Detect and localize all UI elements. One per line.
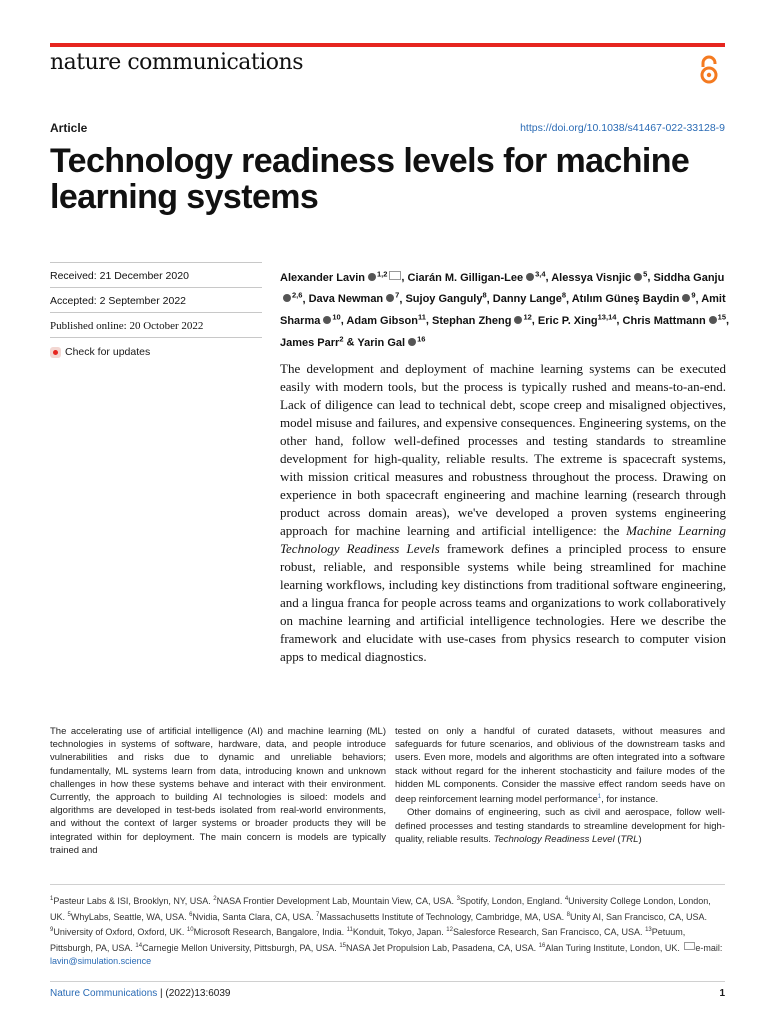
orcid-icon[interactable]	[408, 338, 416, 346]
page-number: 1	[719, 988, 725, 999]
affiliations-footnote: $^1$Pasteur Labs & ISI, Brooklyn, NY, USA. $^2$NASA Frontier Development Lab, Mountain View, CA, USA. $^3$Spotify, London, England. $^4$University College London, London, UK. $^5$WhyLabs, Seattle, WA, USA. $^6$Nvidia, Santa Clara, CA, USA. $^7$Massachusetts Institute of Technology, Cambridge, MA, USA. $^8$Unity AI, San Francisco, CA, USA. $^9$University of Oxford, Oxford, UK. $^{10}$Microsoft Research, Bangalore, India. $^{11}$Konduit, Tokyo, Japan. $^{12}$Salesforce Research, San Francisco, CA, USA. $^{13}$Petuum, Pittsburgh, PA, USA. $^{14}$Carnegie Mellon University, Pittsburgh, PA, USA. $^{15}$NASA Jet Propulsion Lab, Pasadena, CA, USA. $^{16}$Alan Turing Institute, London, UK. e-mail: lavin@simulation.science	[50, 896, 723, 966]
author-name[interactable]: Amit Sharma $^{10}$	[280, 293, 726, 327]
author-name[interactable]: Danny Lange$^8$	[492, 290, 567, 306]
author-name[interactable]: Atılım Güneş Baydin $^9$	[571, 290, 696, 306]
affiliation-entry: Unity AI, San Francisco, CA, USA.	[569, 911, 708, 922]
orcid-icon[interactable]	[283, 294, 291, 302]
affiliation-entry: Konduit, Tokyo, Japan.	[352, 927, 447, 937]
body-column-2	[395, 725, 725, 846]
orcid-icon[interactable]	[386, 294, 394, 302]
author-name[interactable]: Stephan Zheng $^{12}$	[432, 312, 532, 327]
orcid-icon[interactable]	[368, 273, 376, 281]
affiliation-marker: 10	[332, 312, 341, 322]
affiliation-entry: Microsoft Research, Bangalore, India.	[193, 927, 347, 937]
divider	[50, 287, 262, 288]
article-type-label: Article	[50, 121, 88, 135]
author-name[interactable]: Dava Newman $^7$	[308, 290, 400, 306]
affiliation-entry: Alan Turing Institute, London, UK.	[545, 942, 683, 953]
affiliation-marker: 7	[395, 290, 400, 300]
reference-link[interactable]: 1	[597, 794, 602, 801]
affiliation-marker: 8	[561, 290, 567, 300]
footer-citation[interactable]: Nature Communications | (2022)13:6039	[50, 988, 231, 999]
orcid-icon[interactable]	[514, 316, 522, 324]
author-name[interactable]: Ciarán M. Gilligan-Lee $^{3,4}$	[407, 269, 546, 284]
email-label: e-mail:	[695, 942, 723, 953]
abstract-italic-term: Machine Learning Technology Readiness Levels	[280, 523, 726, 556]
affiliation-marker: 16	[417, 333, 426, 343]
affiliation-marker: 2	[339, 333, 344, 343]
check-updates-label: Check for updates	[65, 346, 151, 358]
affiliation-entry: University College London, London, UK.	[50, 896, 711, 922]
header-accent-bar	[50, 43, 725, 47]
journal-name[interactable]: nature communications	[50, 50, 304, 75]
body-paragraph: The accelerating use of artificial intelligence (AI) and machine learning (ML) technologies in systems of software, hardware, data, and people introduce vulnerabilities and risks due to dynamic and unreliable behaviors; fundamentally, ML systems learn from data, introducing known and unknown challenges in how these systems behave and interact with their environment. Currently, the approach to building AI technologies is siloed: models and algorithms are developed in test-beds isolated from real-world environments, and without the context of larger systems or broader products they will be integrated within for deployment. The main concern is models are typically trained and	[50, 726, 386, 856]
email-icon	[684, 942, 695, 950]
author-name[interactable]: Sujoy Ganguly$^8$	[405, 290, 487, 306]
divider	[50, 312, 262, 313]
body-paragraph: tested on only a handful of curated datasets, without measures and safeguards for future scenarios, and oblivious of the downstream tasks and users. Even more, models and algorithms are often integrated into a software stack without regard for the inherent stochasticity and failure modes of the hidden ML components. Consider the massive effect random seeds have on deep reinforcement learning model performance$^1$, for instance.	[395, 726, 725, 806]
affiliation-entry: Spotify, London, England.	[459, 896, 565, 906]
author-name[interactable]: Siddha Ganju$^{2,6}$	[280, 272, 724, 306]
affiliation-entry: WhyLabs, Seattle, WA, USA.	[70, 911, 190, 922]
abstract: The development and deployment of machine learning systems can be executed easily with modern tools, but the process is typically rushed and means-to-an-end. Lack of diligence can lead to technical debt, scope creep and misaligned objectives, model misuse and failures, and expensive consequences. Engineering systems, on the other hand, follow well-defined processes and testing standards to streamline development for high-quality, reliable results. The extreme is spacecraft systems, with mission critical measures and robustness throughout the process. Drawing on experience in both spacecraft engineering and machine learning (research through product across domain areas), we've developed a proven systems engineering approach for machine learning and artificial intelligence: the Machine Learning Technology Readiness Levels framework defines a principled process to ensure robust, reliable, and responsible systems while being streamlined for machine learning workflows, including key distinctions from traditional software engineering, and a lingua franca for people across teams and organizations to work collaboratively on machine learning and artificial intelligence technologies. Here we describe the framework and elucidate with use-cases from physics research to computer vision apps to medical diagnostics.	[280, 361, 726, 664]
orcid-icon[interactable]	[323, 316, 331, 324]
orcid-icon[interactable]	[682, 294, 690, 302]
orcid-icon[interactable]	[634, 273, 642, 281]
check-for-updates-button[interactable]	[50, 346, 150, 358]
affiliation-marker: 8	[482, 290, 487, 300]
author-name[interactable]: Chris Mattmann $^{15}$	[622, 312, 727, 327]
body-column-1	[50, 725, 386, 857]
affiliation-marker: 15	[717, 312, 727, 322]
affiliation-marker: 5	[643, 269, 648, 278]
affiliation-entry: Massachusetts Institute of Technology, Cambridge, MA, USA.	[319, 911, 567, 922]
accepted-date: Accepted: 2 September 2022	[50, 295, 187, 307]
author-name[interactable]: Yarin Gal $^{16}$	[357, 333, 426, 349]
open-access-icon	[696, 54, 722, 86]
author-name[interactable]: Eric P. Xing$^{13,14}$	[537, 312, 617, 327]
doi-link[interactable]: https://doi.org/10.1038/s41467-022-33128-9	[520, 122, 725, 134]
affiliation-entry: University of Oxford, Oxford, UK.	[53, 927, 187, 937]
affiliation-marker: 9	[691, 290, 696, 300]
email-link[interactable]: lavin@simulation.science	[50, 956, 152, 966]
body-paragraph: Other domains of engineering, such as civil and aerospace, follow well-defined processes and testing standards to streamline development for high-quality, reliable results. Technology Readiness Level (TRL)	[395, 807, 725, 845]
published-date: Published online: 20 October 2022	[50, 320, 204, 332]
affiliation-marker: 11	[417, 312, 426, 322]
author-name[interactable]: James Parr$^2$	[280, 333, 344, 349]
divider	[50, 262, 262, 263]
affiliation-entry: NASA Jet Propulsion Lab, Pasadena, CA, USA.	[346, 942, 539, 953]
article-title: Technology readiness levels for machine learning systems	[50, 142, 690, 216]
affiliation-entry: Petuum, Pittsburgh, PA, USA.	[50, 927, 686, 953]
divider	[50, 337, 262, 338]
affiliation-entry: Carnegie Mellon University, Pittsburgh, PA, USA.	[142, 942, 340, 953]
affiliation-entry: Nvidia, Santa Clara, CA, USA.	[192, 911, 316, 922]
affiliation-entry: NASA Frontier Development Lab, Mountain View, CA, USA.	[216, 896, 457, 906]
email-icon[interactable]	[389, 271, 401, 280]
affiliation-marker: 12	[523, 312, 532, 322]
affiliation-entry: Salesforce Research, San Francisco, CA, USA.	[452, 927, 646, 937]
author-list: Alexander Lavin $^{1,2}$ , Ciarán M. Gilligan-Lee $^{3,4}$, Alessya Visnjic $^5$, Siddha Ganju$^{2,6}$, Dava Newman $^7$, Sujoy Ganguly$^8$, Danny Lange$^8$, Atılım Güneş Baydin $^9$, Amit Sharma $^{10}$, Adam Gibson$^{11}$, Stephan Zheng $^{12}$, Eric P. Xing$^{13,14}$, Chris Mattmann $^{15}$, James Parr$^2$ & Yarin Gal $^{16}$	[280, 269, 730, 349]
affiliation-marker: 13,14	[597, 312, 617, 322]
orcid-icon[interactable]	[526, 273, 534, 281]
author-name[interactable]: Adam Gibson$^{11}$	[346, 312, 426, 327]
affiliation-marker: 1,2	[376, 269, 388, 278]
footer-divider	[50, 981, 725, 982]
affiliation-marker: 3,4	[535, 269, 546, 278]
affiliation-marker: 2,6	[292, 290, 303, 300]
author-name[interactable]: Alessya Visnjic $^5$	[551, 269, 648, 284]
affiliation-entry: Pasteur Labs & ISI, Brooklyn, NY, USA.	[53, 896, 214, 906]
received-date: Received: 21 December 2020	[50, 270, 189, 282]
author-name[interactable]: Alexander Lavin $^{1,2}$	[280, 272, 401, 284]
orcid-icon[interactable]	[709, 316, 717, 324]
footnote-divider	[50, 884, 725, 885]
check-updates-icon	[50, 347, 61, 358]
